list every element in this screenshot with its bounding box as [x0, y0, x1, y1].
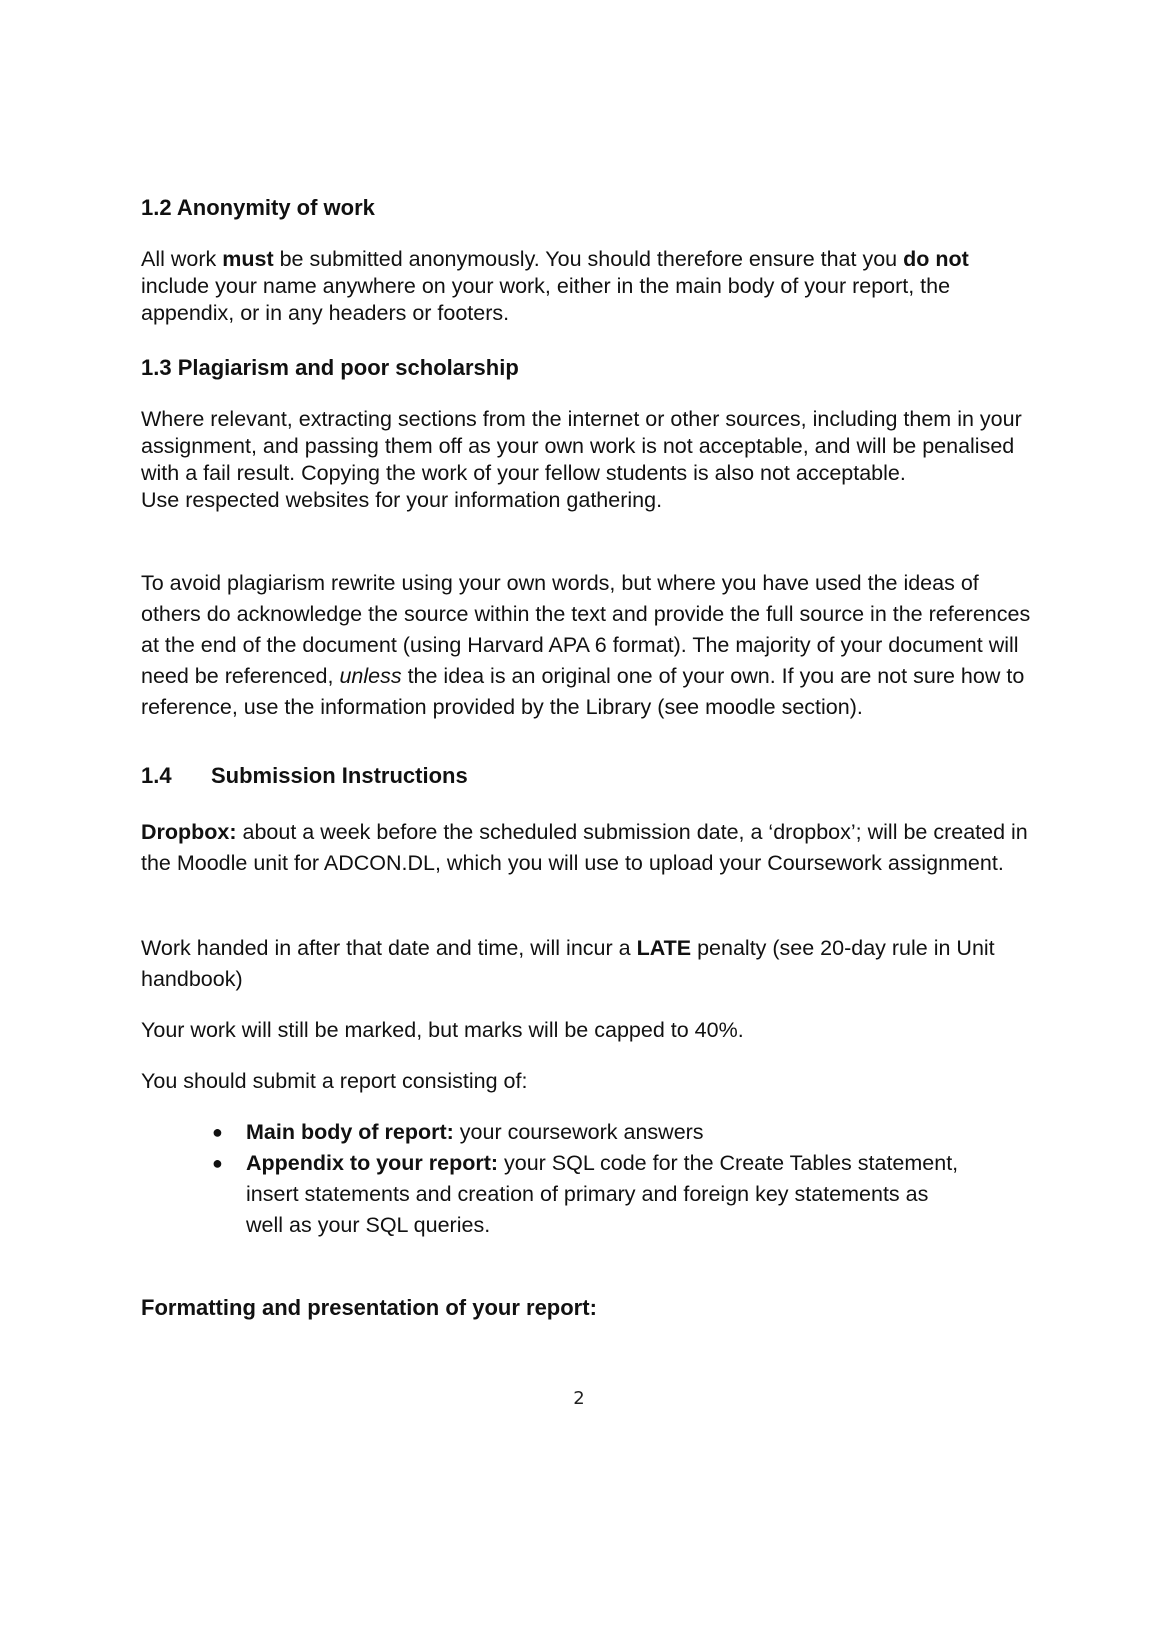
- late-penalty-paragraph: Work handed in after that date and time, will incur a LATE penalty (see 20-day rule in Unit handbook): [141, 936, 995, 991]
- page-number: 2: [573, 1388, 585, 1409]
- section-heading-anonymity: 1.2 Anonymity of work: [141, 195, 375, 220]
- referencing-paragraph: To avoid plagiarism rewrite using your own words, but where you have used the ideas of others do acknowledge the source within the text and provide the full source in the references at the end of the document (using Harvard APA 6 format). The majority of your document will need be referenced, unless the idea is an original one of your own. If you are not sure how to reference, use the information provided by the Library (see moodle section).: [141, 571, 1031, 719]
- report-intro-paragraph: You should submit a report consisting of:: [141, 1069, 528, 1093]
- formatting-heading: Formatting and presentation of your report:: [141, 1295, 597, 1320]
- bullet-icon: ●: [212, 1122, 223, 1142]
- list-item: ● Main body of report: your coursework answers: [141, 1117, 966, 1148]
- report-contents-list: [141, 1117, 1031, 1241]
- dropbox-paragraph: Dropbox: about a week before the scheduled submission date, a ‘dropbox’; will be created in the Moodle unit for ADCON.DL, which you will use to upload your Coursework assignment.: [141, 820, 1028, 875]
- section-heading-plagiarism: 1.3 Plagiarism and poor scholarship: [141, 355, 519, 380]
- list-item: ● Appendix to your report: your SQL code for the Create Tables statement, insert statements and creation of primary and foreign key statements as well as your SQL queries.: [141, 1148, 966, 1241]
- section-heading-submission: 1.4 Submission Instructions: [141, 763, 468, 788]
- plagiarism-paragraph: Where relevant, extracting sections from the internet or other sources, including them in your assignment, and passing them off as your own work is not acceptable, and will be penalised with a fail result. Copying the work of your fellow students is also not acceptable. Use respected websites for your information gathering.: [141, 407, 1022, 512]
- anonymity-paragraph: All work must be submitted anonymously. You should therefore ensure that you do not include your name anywhere on your work, either in the main body of your report, the appendix, or in any headers or footers.: [141, 247, 969, 325]
- bullet-icon: ●: [212, 1153, 223, 1173]
- marks-capped-paragraph: Your work will still be marked, but marks will be capped to 40%.: [141, 1018, 744, 1042]
